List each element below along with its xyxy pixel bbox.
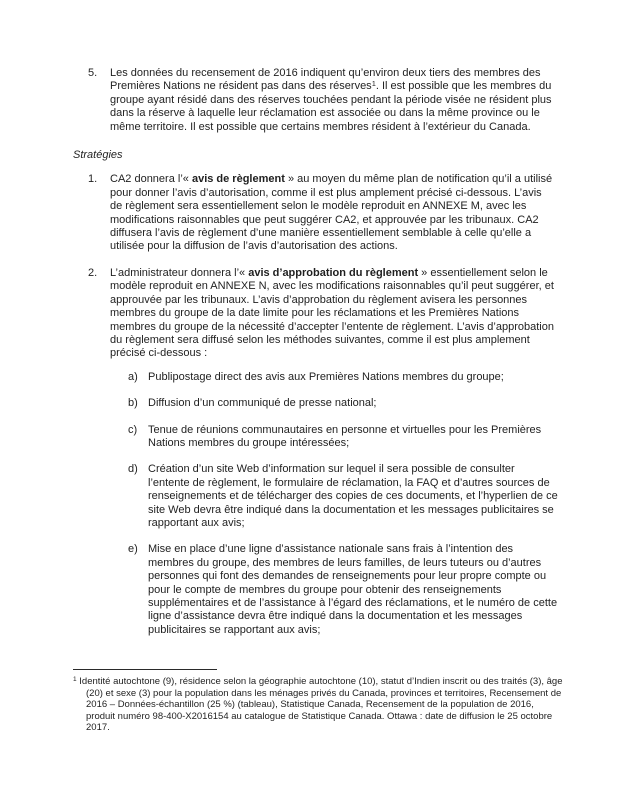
sub-item-d-label: d) — [128, 463, 138, 476]
footnote — [73, 676, 565, 734]
strategy-item-2-paragraph — [110, 267, 556, 361]
footnote-marker: 1 — [73, 676, 77, 683]
paragraph-text-pre: Les données du recensement de 2016 indiquent qu’environ deux tiers des membres des Premières Nations ne résident pas dans des réserves — [110, 67, 541, 93]
sub-item-b-label: b) — [128, 397, 138, 410]
list-item-5-paragraph — [110, 67, 556, 134]
sub-item-a-text: Publipostage direct des avis aux Premières Nations membres du groupe; — [148, 370, 504, 383]
sub-item-b-text: Diffusion d’un communiqué de presse national; — [148, 397, 377, 410]
paragraph-text-post: » au moyen du même plan de notification qu’il a utilisé pour donner l’avis d’autorisation, comme il est plus amplement précisé ci-dessous. L’avis de règlement sera essentiellement selon le modèle reproduit en ANNEXE M, avec les modifications raisonnables que peut suggérer CA2, et approuvée par les tribunaux. CA2 diffusera l’avis de règlement d’une manière essentiellement semblable à celle qu’elle a utilisée pour la diffusion de l’avis d’autorisation des actions. — [110, 173, 553, 253]
sub-item-a-label: a) — [128, 370, 138, 383]
paragraph-text-pre: CA2 donnera l’« — [110, 173, 192, 186]
strategy-item-1 — [88, 173, 558, 253]
sub-item-b — [128, 397, 560, 410]
footnote-block — [73, 669, 565, 734]
footnote-reference: 1 — [371, 79, 376, 89]
paragraph-text-post: » essentiellement selon le modèle reproduit en ANNEXE N, avec les modifications raisonnables qu’il peut suggérer, et approuvée par les tribunaux. L’avis d’approbation du règlement avisera les personnes membres du groupe de la date limite pour les réclamations et les Premières Nations membres du groupe de la nécessité d’accepter l’entente de règlement. L’avis d’approbation du règlement sera diffusé selon les méthodes suivantes, comme il est plus amplement précisé ci-dessous : — [110, 266, 554, 360]
footnote-text: Identité autochtone (9), résidence selon la géographie autochtone (10), statut d’Indien inscrit ou des traités (3), âge (20) et sexe (3) pour la population dans les ménages privés du Canada, provinces et territoires, Recensement de 2016 – Données-échantillon (25 %) (tableau), Statistique Canada, Recensement de la population de 2016, produit numéro 98-400-X2016154 au catalogue de Statistique Canada. Ottawa : date de diffusion le 25 octobre 2017. — [79, 676, 563, 734]
sub-item-a — [128, 371, 560, 384]
strategy-item-1-paragraph — [110, 173, 556, 253]
bold-term-avis-de-reglement: avis de règlement — [191, 173, 285, 186]
strategy-item-2-number: 2. — [88, 266, 98, 279]
sub-item-d-text: Création d’un site Web d’information sur lequel il sera possible de consulter l’entente de règlement, le formulaire de réclamation, la FAQ et d’autres sources de renseignements et de télécharger des copies de ces documents, et l’hyperlien de ce site Web devra être indiqué dans la documentation et les messages publicitaires se rapportant aux avis; — [148, 463, 558, 529]
sub-item-e — [128, 543, 560, 637]
paragraph-text-pre: L’administrateur donnera l’« — [110, 266, 249, 279]
sub-item-c-text: Tenue de réunions communautaires en personne et virtuelles pour les Premières Nations membres du groupe intéressées; — [148, 423, 542, 449]
paragraph-text-post: . Il est possible que les membres du groupe ayant résidé dans des réserves touchées pendant la période visée ne résident plus dans la réserve à laquelle leur réclamation est associée ou dans la même province ou le même territoire. Il est possible que certains membres résident à l’extérieur du Canada. — [110, 80, 552, 133]
section-heading-strategies: Stratégies — [73, 149, 123, 162]
sub-item-c — [128, 424, 560, 451]
sub-item-c-label: c) — [128, 423, 138, 436]
footnote-separator — [73, 669, 217, 670]
strategy-item-1-number: 1. — [88, 173, 98, 186]
list-item-5-number: 5. — [88, 67, 98, 79]
sub-item-e-label: e) — [128, 543, 138, 556]
sub-item-e-text: Mise en place d’une ligne d’assistance nationale sans frais à l’intention des membres du groupe, des membres de leurs familles, de leurs tuteurs ou d’autres personnes qui font des demandes de renseignements pour leur propre compte ou pour le compte de membres du groupe pour obtenir des renseignements supplémentaires et de l’assistance à l’égard des réclamations, et le numéro de cette ligne d’assistance devra être indiqué dans la documentation et les messages publicitaires se rapportant aux avis; — [148, 543, 558, 636]
sub-item-list — [128, 371, 624, 638]
strategy-item-2 — [88, 267, 558, 361]
sub-item-d — [128, 463, 560, 530]
list-item-5 — [88, 67, 558, 134]
bold-term-avis-approbation-reglement: avis d’approbation du règlement — [248, 266, 419, 279]
